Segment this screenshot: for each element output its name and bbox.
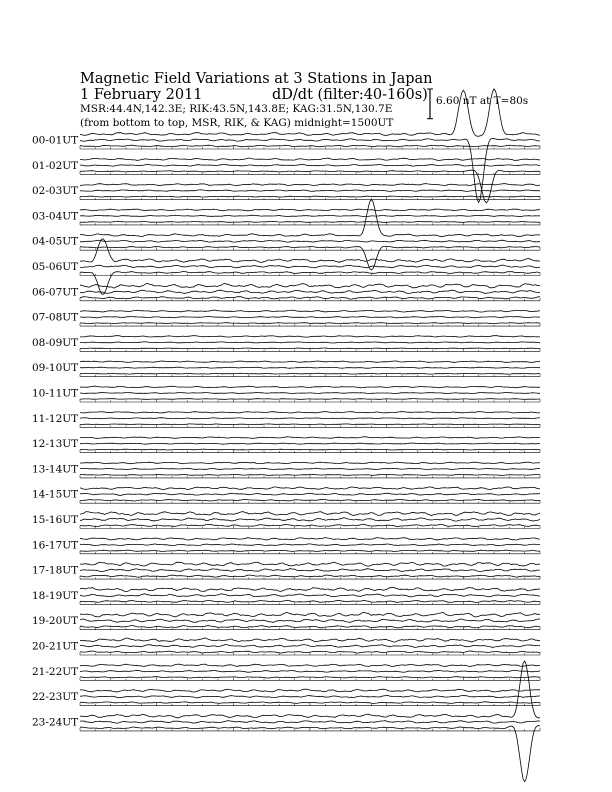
time-axis [80, 728, 540, 731]
trace-kag [80, 512, 540, 516]
trace-rik [80, 493, 540, 495]
hour-label: 05-06UT [32, 261, 79, 273]
trace-kag [80, 158, 540, 160]
hour-label: 06-07UT [32, 286, 79, 299]
trace-rik [80, 443, 540, 444]
trace-rik [80, 190, 540, 192]
hour-label: 09-10UT [32, 362, 79, 375]
trace-rik [80, 594, 540, 597]
hour-label: 17-18UT [32, 564, 79, 577]
hour-label: 04-05UT [32, 235, 79, 248]
hour-row [32, 689, 540, 706]
chart-date: 1 February 2011 [80, 87, 203, 103]
trace-rik [80, 569, 540, 572]
scale-bar [427, 89, 433, 119]
trace-kag [80, 638, 540, 642]
trace-kag [80, 487, 540, 490]
trace-rik [80, 240, 540, 242]
hour-row [32, 336, 540, 352]
hour-label: 23-24UT [32, 716, 79, 729]
trace-kag [80, 209, 540, 211]
hour-label: 16-17UT [32, 539, 79, 552]
hour-row [32, 386, 540, 402]
trace-rik [80, 695, 540, 697]
hour-row [32, 664, 540, 680]
trace-rik [80, 367, 540, 368]
hour-row [32, 487, 540, 503]
trace-rik [80, 215, 540, 216]
trace-kag [80, 283, 540, 288]
hour-label: 21-22UT [32, 665, 79, 678]
hour-row [32, 437, 540, 453]
hour-row [32, 283, 540, 300]
trace-rik [80, 644, 540, 647]
trace-kag [80, 612, 540, 617]
scale-label: 6.60 nT at T=80s [436, 95, 529, 107]
hour-row [32, 361, 540, 377]
hour-row [32, 310, 540, 326]
trace-rik [80, 721, 540, 724]
hour-label: 03-04UT [32, 210, 79, 223]
trace-rik [80, 265, 540, 268]
hour-label: 22-23UT [32, 691, 79, 704]
hour-label: 19-20UT [32, 615, 79, 628]
hour-row [32, 588, 540, 605]
station-order-note: (from bottom to top, MSR, RIK, & KAG) midnight=1500UT [80, 117, 394, 129]
hour-label: 10-11UT [32, 387, 79, 400]
trace-kag [80, 200, 540, 237]
hour-label: 12-13UT [32, 438, 79, 451]
hour-row [32, 184, 540, 200]
trace-kag [80, 386, 540, 388]
trace-kag [80, 412, 540, 413]
trace-rik [80, 165, 540, 167]
hour-label: 14-15UT [32, 488, 79, 501]
trace-rik [80, 468, 540, 469]
hour-label: 01-02UT [32, 159, 79, 172]
chart-quantity: dD/dt (filter:40-160s) [272, 87, 428, 103]
time-axis [80, 374, 540, 377]
trace-msr [80, 726, 540, 782]
hour-row [32, 538, 540, 554]
trace-kag [80, 689, 540, 692]
trace-kag [80, 184, 540, 186]
trace-rik [80, 418, 540, 419]
hour-row [32, 209, 540, 225]
trace-kag [80, 89, 540, 136]
hour-row [32, 562, 540, 579]
hour-row [32, 638, 540, 655]
hour-label: 15-16UT [32, 514, 79, 526]
trace-rik [80, 619, 540, 623]
time-axis [80, 576, 540, 579]
hour-row [32, 200, 540, 270]
trace-kag [80, 538, 540, 540]
trace-kag [80, 361, 540, 362]
time-axis [80, 348, 540, 351]
hour-row [32, 612, 540, 629]
trace-kag [80, 437, 540, 439]
hour-label: 07-08UT [32, 311, 79, 324]
trace-rik [80, 544, 540, 546]
time-axis [80, 298, 540, 301]
trace-rik [80, 518, 540, 521]
time-axis [80, 197, 540, 200]
hour-label: 08-09UT [32, 336, 79, 349]
hour-row [32, 512, 540, 529]
hour-row [32, 158, 540, 203]
trace-kag [80, 588, 540, 592]
trace-kag [80, 310, 540, 312]
trace-rik [80, 670, 540, 672]
hour-label: 11-12UT [32, 412, 79, 425]
hour-label: 00-01UT [32, 134, 79, 147]
trace-kag [80, 239, 540, 263]
hour-label: 02-03UT [32, 185, 79, 198]
hour-row [32, 661, 540, 782]
trace-rik [80, 316, 540, 317]
time-axis [80, 475, 540, 478]
time-axis [80, 500, 540, 503]
trace-rik [80, 342, 540, 343]
trace-kag [80, 562, 540, 566]
trace-kag [80, 664, 540, 666]
hour-row [32, 462, 540, 478]
time-axis [80, 677, 540, 680]
hour-label: 13-14UT [32, 463, 79, 476]
trace-rik [80, 392, 540, 393]
hour-label: 20-21UT [32, 640, 79, 653]
trace-kag [80, 462, 540, 464]
trace-kag [80, 336, 540, 338]
hour-row [32, 412, 540, 428]
trace-rik [80, 290, 540, 293]
hour-label: 18-19UT [32, 589, 79, 602]
chart-title: Magnetic Field Variations at 3 Stations in Japan [80, 71, 433, 87]
station-coordinates: MSR:44.4N,142.3E; RIK:43.5N,143.8E; KAG:31.5N,130.7E [80, 103, 393, 115]
